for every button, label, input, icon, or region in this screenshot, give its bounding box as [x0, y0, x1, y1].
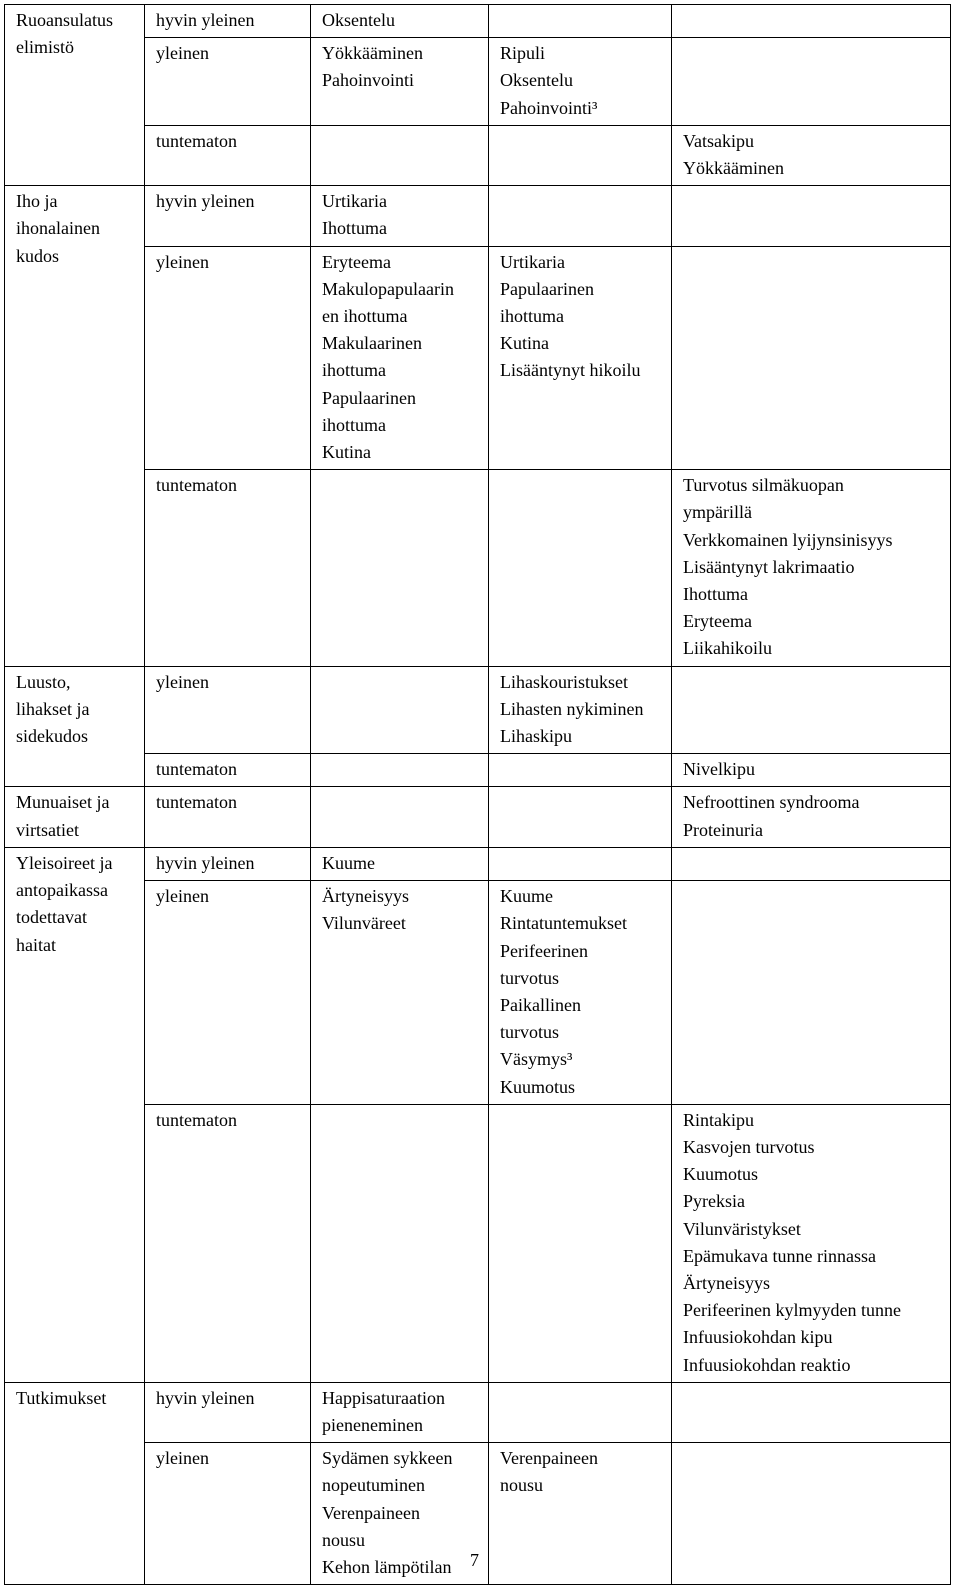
cell-line: Luusto, [16, 671, 71, 692]
reaction-cell-col3 [311, 470, 489, 666]
frequency-cell: hyvin yleinen [145, 1382, 311, 1442]
cell-line: Kutina [500, 333, 549, 354]
cell-line: Lihaskouristukset [500, 671, 628, 692]
cell-line: Liikahikoilu [683, 638, 772, 659]
reaction-cell-col4 [489, 754, 672, 787]
reaction-cell-col3 [311, 1382, 489, 1442]
table-body [5, 5, 951, 1585]
cell-line: Perifeerinen kylmyyden tunne [683, 1300, 901, 1321]
cell-line: Väsymys³ [500, 1049, 573, 1070]
table-row [5, 470, 951, 666]
reaction-cell-col3 [311, 881, 489, 1105]
frequency-cell: tuntematon [145, 754, 311, 787]
cell-line: Verenpaineen [500, 1448, 598, 1469]
cell-line: ihottuma [322, 414, 386, 435]
reaction-cell-col3 [311, 787, 489, 847]
reaction-cell-col3 [311, 5, 489, 38]
cell-line: Pahoinvointi³ [500, 97, 598, 118]
cell-line: antopaikassa [16, 880, 108, 901]
table-row [5, 881, 951, 1105]
frequency-cell: yleinen [145, 881, 311, 1105]
organ-class-cell [5, 186, 145, 666]
reaction-cell-col4 [489, 186, 672, 246]
reaction-cell-col4 [489, 246, 672, 470]
table-row [5, 754, 951, 787]
cell-line: Vilunväristykset [683, 1218, 801, 1239]
table-row [5, 38, 951, 126]
frequency-cell: hyvin yleinen [145, 5, 311, 38]
reaction-cell-col4 [489, 1104, 672, 1382]
table-row [5, 1382, 951, 1442]
cell-line: turvotus [500, 1022, 560, 1043]
cell-line: todettavat [16, 907, 87, 928]
cell-line: Urtikaria [500, 251, 565, 272]
table-row [5, 125, 951, 185]
reaction-cell-col4 [489, 1443, 672, 1585]
table-row [5, 666, 951, 754]
adverse-reactions-table [4, 4, 951, 1585]
cell-line: turvotus [500, 967, 560, 988]
reaction-cell-col5 [672, 787, 951, 847]
reaction-cell-col5 [672, 1443, 951, 1585]
cell-line: Makulopapulaarin [322, 278, 454, 299]
cell-line: Iho ja [16, 191, 58, 212]
cell-line: Ruoansulatus [16, 10, 113, 30]
cell-line: Yökkääminen [322, 43, 423, 64]
organ-class-cell [5, 666, 145, 787]
cell-line: Oksentelu [500, 70, 573, 91]
cell-line: ihottuma [322, 360, 386, 381]
reaction-cell-col4 [489, 787, 672, 847]
reaction-cell-col5 [672, 186, 951, 246]
cell-line: en ihottuma [322, 306, 408, 327]
reaction-cell-col5 [672, 125, 951, 185]
reaction-cell-col5 [672, 1104, 951, 1382]
cell-line: Eryteema [322, 251, 391, 272]
cell-line: sidekudos [16, 726, 88, 747]
cell-line: nopeutuminen [322, 1475, 425, 1496]
cell-line: Infuusiokohdan kipu [683, 1327, 833, 1348]
cell-line: Papulaarinen [500, 278, 594, 299]
cell-line: Yleisoireet ja [16, 852, 113, 873]
cell-line: Kasvojen turvotus [683, 1136, 815, 1157]
table-row [5, 246, 951, 470]
frequency-cell: tuntematon [145, 470, 311, 666]
reaction-cell-col5 [672, 5, 951, 38]
cell-line: Eryteema [683, 611, 752, 632]
reaction-cell-col4 [489, 1382, 672, 1442]
cell-line: ihonalainen [16, 218, 100, 239]
table-row [5, 1104, 951, 1382]
reaction-cell-col3 [311, 38, 489, 126]
cell-line: Tutkimukset [16, 1387, 107, 1408]
table-row [5, 186, 951, 246]
cell-line: Oksentelu [322, 10, 395, 30]
reaction-cell-col4 [489, 125, 672, 185]
cell-line: pieneneminen [322, 1414, 423, 1435]
cell-line: Kuumotus [683, 1164, 759, 1185]
cell-line: Proteinuria [683, 819, 763, 840]
cell-line: haitat [16, 934, 56, 955]
frequency-cell: yleinen [145, 1443, 311, 1585]
cell-line: Kehon lämpötilan [322, 1556, 452, 1577]
frequency-cell: yleinen [145, 246, 311, 470]
organ-class-cell [5, 1382, 145, 1584]
cell-line: Lisääntynyt hikoilu [500, 360, 641, 381]
reaction-cell-col5 [672, 246, 951, 470]
cell-line: Kuume [322, 852, 375, 873]
reaction-cell-col4 [489, 38, 672, 126]
frequency-cell: hyvin yleinen [145, 186, 311, 246]
cell-line: Epämukava tunne rinnassa [683, 1245, 876, 1266]
reaction-cell-col5 [672, 847, 951, 880]
cell-line: nousu [500, 1475, 544, 1496]
table-row [5, 787, 951, 847]
cell-line: Verenpaineen [322, 1502, 420, 1523]
reaction-cell-col3 [311, 125, 489, 185]
reaction-cell-col4 [489, 666, 672, 754]
cell-line: Pahoinvointi [322, 70, 415, 91]
cell-line: virtsatiet [16, 819, 79, 840]
cell-line: Ihottuma [322, 218, 387, 239]
organ-class-cell [5, 847, 145, 1382]
cell-line: Perifeerinen [500, 940, 588, 961]
reaction-cell-col5 [672, 38, 951, 126]
cell-line: Paikallinen [500, 994, 581, 1015]
cell-line: Happisaturaation [322, 1387, 445, 1408]
cell-line: nousu [322, 1529, 366, 1550]
cell-line: Makulaarinen [322, 333, 422, 354]
cell-line: Ärtyneisyys [683, 1272, 770, 1293]
table-row [5, 5, 951, 38]
cell-line: Verkkomainen lyijynsinisyys [683, 529, 893, 550]
cell-line: Infuusiokohdan reaktio [683, 1354, 851, 1375]
frequency-cell: tuntematon [145, 125, 311, 185]
reaction-cell-col4 [489, 881, 672, 1105]
reaction-cell-col3 [311, 1104, 489, 1382]
cell-line: lihakset ja [16, 698, 90, 719]
cell-line: elimistö [16, 37, 74, 58]
cell-line: Vatsakipu [683, 130, 754, 151]
cell-line: Sydämen sykkeen [322, 1448, 453, 1469]
cell-line: Kuumotus [500, 1076, 576, 1097]
cell-line: Lisääntynyt lakrimaatio [683, 556, 855, 577]
page-number: 7 [470, 1550, 479, 1570]
organ-class-cell [5, 787, 145, 847]
cell-line: Pyreksia [683, 1191, 745, 1212]
cell-line: Yökkääminen [683, 158, 784, 179]
cell-line: Lihaskipu [500, 726, 572, 747]
cell-line: ympärillä [683, 502, 752, 523]
cell-line: Turvotus silmäkuopan [683, 475, 844, 496]
cell-line: Munuaiset ja [16, 792, 110, 813]
cell-line: Ripuli [500, 43, 546, 64]
frequency-cell: tuntematon [145, 787, 311, 847]
reaction-cell-col3 [311, 666, 489, 754]
reaction-cell-col5 [672, 1382, 951, 1442]
reaction-cell-col3 [311, 754, 489, 787]
table-row [5, 847, 951, 880]
cell-line: Kutina [322, 442, 371, 463]
cell-line: Rintatuntemukset [500, 913, 627, 934]
reaction-cell-col3 [311, 847, 489, 880]
cell-line: Nivelkipu [683, 759, 755, 780]
cell-line: kudos [16, 245, 60, 266]
organ-class-cell [5, 5, 145, 186]
frequency-cell: yleinen [145, 38, 311, 126]
cell-line: Papulaarinen [322, 387, 416, 408]
frequency-cell: yleinen [145, 666, 311, 754]
reaction-cell-col5 [672, 666, 951, 754]
reaction-cell-col5 [672, 881, 951, 1105]
reaction-cell-col3 [311, 186, 489, 246]
cell-line: Vilunväreet [322, 913, 406, 934]
reaction-cell-col5 [672, 470, 951, 666]
frequency-cell: hyvin yleinen [145, 847, 311, 880]
reaction-cell-col4 [489, 847, 672, 880]
cell-line: Ärtyneisyys [322, 886, 409, 907]
cell-line: Ihottuma [683, 584, 748, 605]
cell-line: Nefroottinen syndrooma [683, 792, 860, 813]
reaction-cell-col3 [311, 246, 489, 470]
reaction-cell-col4 [489, 470, 672, 666]
reaction-cell-col5 [672, 754, 951, 787]
cell-line: Urtikaria [322, 191, 387, 212]
cell-line: Rintakipu [683, 1109, 754, 1130]
reaction-cell-col3 [311, 1443, 489, 1585]
reaction-cell-col4 [489, 5, 672, 38]
cell-line: ihottuma [500, 306, 564, 327]
frequency-cell: tuntematon [145, 1104, 311, 1382]
cell-line: Kuume [500, 886, 553, 907]
cell-line: Lihasten nykiminen [500, 698, 644, 719]
